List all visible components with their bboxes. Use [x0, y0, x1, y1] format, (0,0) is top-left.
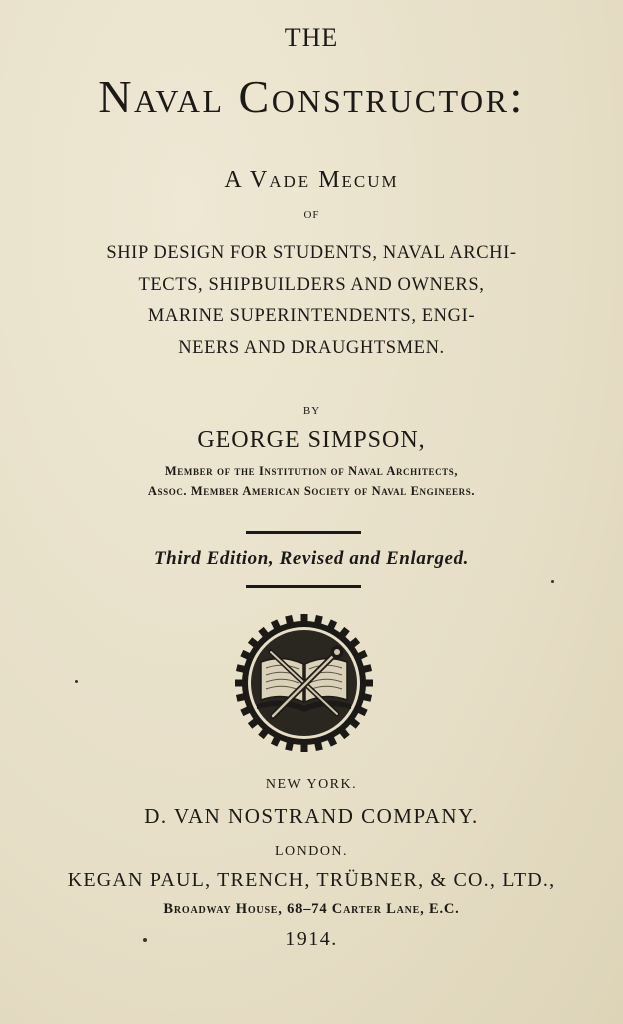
description-line: MARINE SUPERINTENDENTS, ENGI-	[147, 306, 476, 326]
imprint-city: LONDON.	[274, 844, 349, 859]
by-label: BY	[302, 405, 321, 417]
author-affiliation: Member of the Institution of Naval Architects,	[164, 464, 459, 478]
publisher-name: D. VAN NOSTRAND COMPANY.	[144, 804, 479, 828]
paper-speck	[551, 580, 554, 583]
author-name: GEORGE SIMPSON,	[197, 427, 426, 453]
divider-rule	[246, 585, 361, 588]
description-line: NEERS AND DRAUGHTSMEN.	[178, 338, 445, 358]
description-line: SHIP DESIGN FOR STUDENTS, NAVAL ARCHI-	[106, 243, 517, 263]
paper-speck	[143, 938, 147, 942]
publisher-name: KEGAN PAUL, TRENCH, TRÜBNER, & CO., LTD.,	[67, 869, 556, 891]
book-title: Naval Constructor:	[98, 71, 525, 122]
author-affiliation: Assoc. Member American Society of Naval Engineers.	[147, 484, 476, 498]
publication-year: 1914.	[285, 928, 338, 950]
publisher-address: Broadway House, 68–74 Carter Lane, E.C.	[163, 901, 460, 917]
paper-speck	[75, 680, 78, 683]
book-subtitle: A Vade Mecum	[224, 167, 399, 193]
subtitle-connector: OF	[303, 209, 320, 221]
description-line: TECTS, SHIPBUILDERS AND OWNERS,	[138, 275, 485, 295]
imprint-city: NEW YORK.	[265, 777, 358, 792]
publisher-emblem-icon	[233, 612, 375, 754]
edition-statement: Third Edition, Revised and Enlarged.	[153, 548, 470, 569]
divider-rule	[246, 531, 361, 534]
title-prefix: THE	[284, 23, 339, 52]
